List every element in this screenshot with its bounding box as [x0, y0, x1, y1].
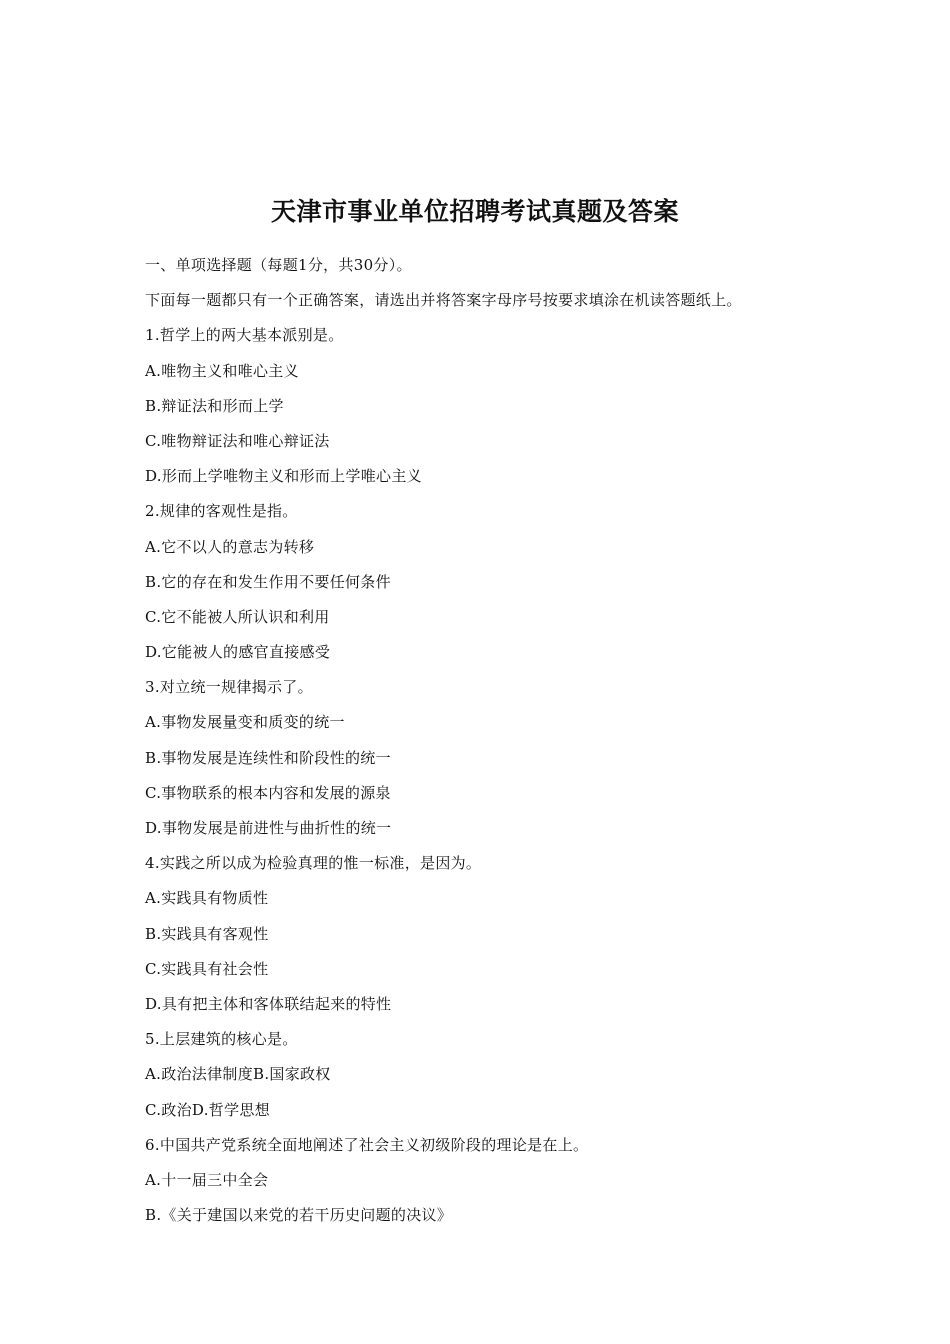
question-2: 2.规律的客观性是指。: [145, 502, 298, 521]
option-4b: B.实践具有客观性: [145, 924, 269, 943]
question-5: 5.上层建筑的核心是。: [145, 1030, 298, 1049]
option-1d: D.形而上学唯物主义和形而上学唯心主义: [145, 467, 422, 486]
page-title: 天津市事业单位招聘考试真题及答案: [270, 197, 679, 226]
option-2c: C.它不能被人所认识和利用: [145, 607, 330, 626]
question-1: 1.哲学上的两大基本派别是。: [145, 326, 344, 345]
question-4: 4.实践之所以成为检验真理的惟一标准，是因为。: [145, 854, 482, 873]
instructions: 下面每一题都只有一个正确答案，请选出并将答案字母序号按要求填涂在机读答题纸上。: [145, 291, 742, 310]
document-body: [145, 250, 845, 1235]
option-1b: B.辩证法和形而上学: [145, 396, 284, 415]
option-5cd: C.政治D.哲学思想: [145, 1100, 270, 1119]
option-2d: D.它能被人的感官直接感受: [145, 643, 331, 662]
option-3d: D.事物发展是前进性与曲折性的统一: [145, 819, 392, 837]
section-heading: 一、单项选择题（每题1分，共30分）。: [145, 256, 412, 274]
option-3c: C.事物联系的根本内容和发展的源泉: [145, 783, 391, 802]
option-2a: A.它不以人的意志为转移: [145, 537, 315, 556]
option-5ab: A.政治法律制度B.国家政权: [145, 1065, 331, 1084]
question-6: 6.中国共产党系统全面地阐述了社会主义初级阶段的理论是在上。: [145, 1135, 589, 1154]
option-6a: A.十一届三中全会: [145, 1170, 269, 1189]
option-1a: A.唯物主义和唯心主义: [145, 361, 299, 380]
option-3b: B.事物发展是连续性和阶段性的统一: [145, 748, 391, 767]
option-4c: C.实践具有社会性: [145, 959, 269, 978]
question-3: 3.对立统一规律揭示了。: [145, 678, 313, 697]
option-4d: D.具有把主体和客体联结起来的特性: [145, 994, 392, 1013]
option-4a: A.实践具有物质性: [145, 889, 269, 908]
option-3a: A.事物发展量变和质变的统一: [145, 713, 345, 732]
option-2b: B.它的存在和发生作用不要任何条件: [145, 572, 391, 591]
option-1c: C.唯物辩证法和唯心辩证法: [145, 431, 330, 450]
option-6b: B.《关于建国以来党的若干历史问题的决议》: [145, 1206, 453, 1225]
